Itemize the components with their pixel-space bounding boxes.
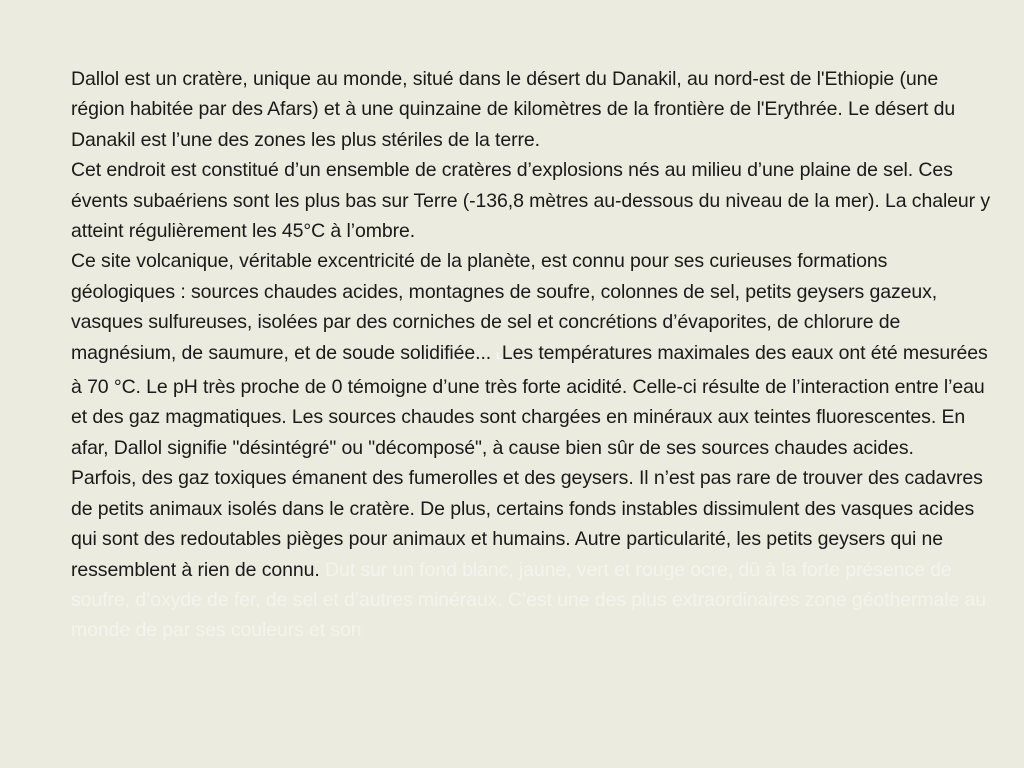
paragraph-colors-faint: Dut sur un fond blanc, jaune, vert et rouge ocre, dû à la forte présence de soufre, d’oxyde de fer, de sel et d’autres minéraux. C’est une des plus extraordinaires zone géothermale au monde de par ses couleurs et son — [71, 558, 986, 642]
paragraph-geology-part-1: Ce site volcanique, véritable excentricité de la planète, est connu pour ses curieuses formations géologiques : sources chaudes acides, montagnes de soufre, colonnes de sel, petits geysers gazeux, vasques sulfureuses, isolées par des corniches de sel et concrétions d’évaporites, de chlorure de magnésium, de saumure, et de soude solidifiée... — [71, 250, 938, 364]
slide-text-body — [71, 64, 991, 646]
paragraph-geology-part-2: Les températures maximales des eaux ont été mesurées à 70 °C. Le pH très proche de 0 témoigne d’une très forte acidité. Celle-ci résulte de l’interaction entre l’eau et des gaz magmatiques. Les sources chaudes sont chargées en minéraux aux teintes fluorescentes. En afar, Dallol signifie "désintégré" ou "décomposé", à cause bien sûr de ses sources chaudes acides. — [71, 341, 988, 459]
paragraph-dallol-intro: Dallol est un cratère, unique au monde, situé dans le désert du Danakil, au nord-est de l'Ethiopie (une région habitée par des Afars) et à une quinzaine de kilomètres de la frontière de l'Erythrée. Le désert du Danakil est l’une des zones les plus stériles de la terre. — [71, 68, 956, 151]
stray-mark: L — [496, 350, 502, 362]
paragraph-dangers-text: Parfois, des gaz toxiques émanent des fumerolles et des geysers. Il n’est pas rare de trouver des cadavres de petits animaux isolés dans le cratère. De plus, certains fonds instables dissimulent des vasques acides qui sont des redoutables pièges pour animaux et humains. Autre particularité, les petits geysers qui ne ressemblent à rien de connu. — [71, 467, 983, 581]
paragraph-dangers — [71, 463, 991, 645]
paragraph-geology — [71, 246, 991, 463]
paragraph-craters: Cet endroit est constitué d’un ensemble de cratères d’explosions nés au milieu d’une plaine de sel. Ces évents subaériens sont les plus bas sur Terre (-136,8 mètres au-dessous du niveau de la mer). La chaleur y atteint régulièrement les 45°C à l’ombre. — [71, 159, 991, 243]
